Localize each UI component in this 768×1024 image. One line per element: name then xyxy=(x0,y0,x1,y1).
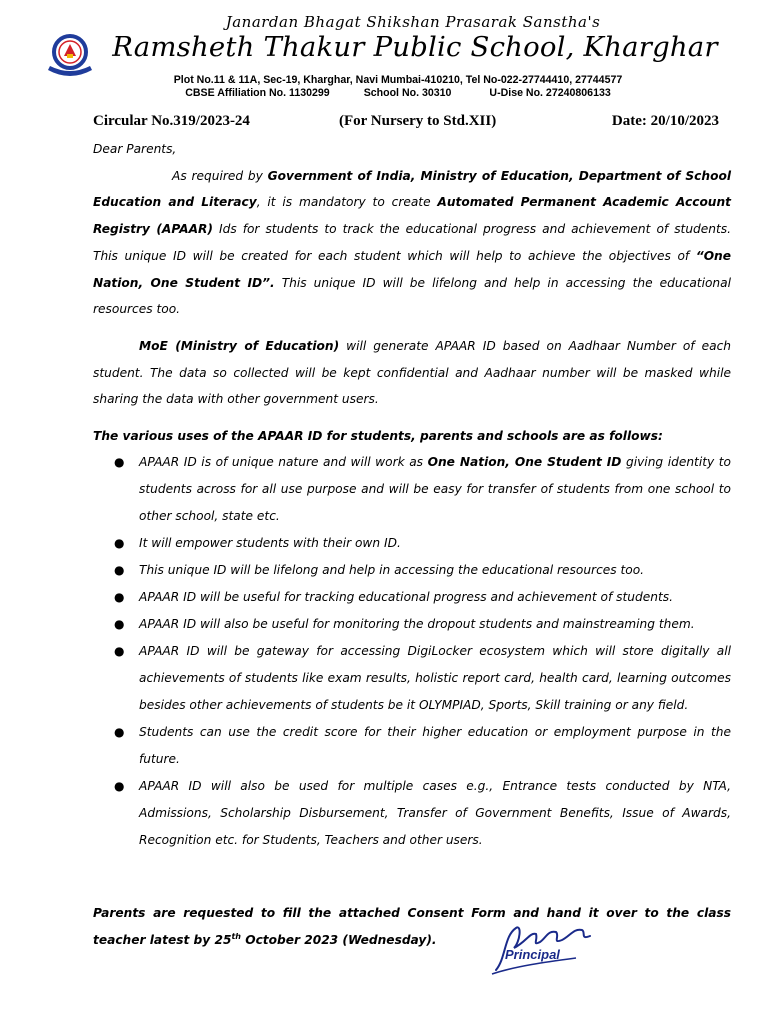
u1-bold: One Nation, One Student ID xyxy=(427,455,622,470)
list-item xyxy=(93,557,731,584)
list-item xyxy=(93,719,731,773)
affiliation-line xyxy=(0,87,768,99)
u3-text: This unique ID will be lifelong and help in accessing the educational resources too. xyxy=(139,563,645,578)
p1-text-2: , it is mandatory to create xyxy=(256,195,438,210)
closing-note xyxy=(93,900,731,953)
p1-text-1: As required by xyxy=(172,168,268,183)
p2-text: will generate APAAR ID based on Aadhaar Number of each student. The data so collected will be kept confidential and Aadhaar number will be masked while sharing the data with other government users. xyxy=(93,338,731,407)
bullet-icon: ● xyxy=(114,563,125,578)
bullet-icon: ● xyxy=(114,536,125,551)
u7-text: Students can use the credit score for their higher education or employment purpose in the future. xyxy=(139,725,731,767)
circular-date: Date: 20/10/2023 xyxy=(611,113,719,129)
circular-header xyxy=(93,113,719,133)
bullet-icon: ● xyxy=(114,455,125,470)
school-address: Plot No.11 & 11A, Sec-19, Kharghar, Navi Mumbai-410210, Tel No-022-27744410, 27744577 xyxy=(173,74,623,86)
trust-name: Janardan Bhagat Shikshan Prasarak Sanstha's xyxy=(225,13,601,31)
closing-text-2: October 2023 (Wednesday). xyxy=(240,932,437,947)
circular-number: Circular No.319/2023-24 xyxy=(93,113,250,129)
circular-body xyxy=(93,136,731,953)
school-number: School No. 30310 xyxy=(363,87,452,99)
u5-text: APAAR ID will also be useful for monitoring the dropout students and mainstreaming them. xyxy=(139,617,695,632)
p1-bold-apaar: Automated Permanent Academic Account Registry (APAAR) xyxy=(93,195,731,237)
circular-audience: (For Nursery to Std.XII) xyxy=(339,113,497,129)
bullet-icon: ● xyxy=(114,725,125,740)
bullet-icon: ● xyxy=(114,644,125,659)
p2-bold-moe: MoE (Ministry of Education) xyxy=(139,338,340,353)
cbse-affiliation: CBSE Affiliation No. 1130299 xyxy=(185,87,330,99)
list-item xyxy=(93,611,731,638)
list-item xyxy=(93,530,731,557)
paragraph-apaar-intro xyxy=(93,163,731,323)
list-item xyxy=(93,449,731,530)
greeting: Dear Parents, xyxy=(93,142,177,156)
principal-title: Principal xyxy=(505,947,560,962)
u8-text: APAAR ID will also be used for multiple cases e.g., Entrance tests conducted by NTA, Admissions, Scholarship Disbursement, Transfer of Government Benefits, Issue of Awards, Recognition etc. for Students, Teachers and other users. xyxy=(139,779,731,848)
u1-text-2: giving identity to students across for all use purpose and will be easy for transfer of students from one school to other school, state etc. xyxy=(139,455,731,524)
u2-text: It will empower students with their own ID. xyxy=(139,536,401,551)
list-item xyxy=(93,773,731,854)
list-item xyxy=(93,638,731,719)
p1-text-3: Ids for students to track the educational progress and achievement of students. This unique ID will be created for each student which will help to achieve the objectives of xyxy=(93,222,732,263)
bullet-icon: ● xyxy=(114,779,125,794)
p1-bold-slogan: “One Nation, One Student ID”. xyxy=(93,248,731,290)
school-name: Ramsheth Thakur Public School, Kharghar xyxy=(112,31,718,63)
u1-text-1: APAAR ID is of unique nature and will work as xyxy=(139,455,428,470)
u6-text: APAAR ID will be gateway for accessing DigiLocker ecosystem which will store digitally all achievements of students like exam results, holistic report card, health card, learning outcomes besides other achievements of students be it OLYMPIAD, Sports, Skill training or any field. xyxy=(139,644,731,713)
p1-bold-ministry: Government of India, Ministry of Education, Department of School Education and Literacy xyxy=(93,168,732,210)
closing-text-1: Parents are requested to fill the attached Consent Form and hand it over to the class teacher latest by 25 xyxy=(93,906,731,947)
list-item xyxy=(93,584,731,611)
closing-superscript: th xyxy=(231,931,241,941)
p1-text-4: This unique ID will be lifelong and help in accessing the educational resources too. xyxy=(93,275,731,317)
uses-heading: The various uses of the APAAR ID for students, parents and schools are as follows: xyxy=(93,429,663,444)
bullet-icon: ● xyxy=(114,617,125,632)
bullet-icon: ● xyxy=(114,590,125,605)
paragraph-moe xyxy=(93,333,731,413)
u4-text: APAAR ID will be useful for tracking educational progress and achievement of students. xyxy=(139,590,673,605)
uses-list xyxy=(93,449,731,854)
udise-number: U-Dise No. 27240806133 xyxy=(489,87,611,99)
